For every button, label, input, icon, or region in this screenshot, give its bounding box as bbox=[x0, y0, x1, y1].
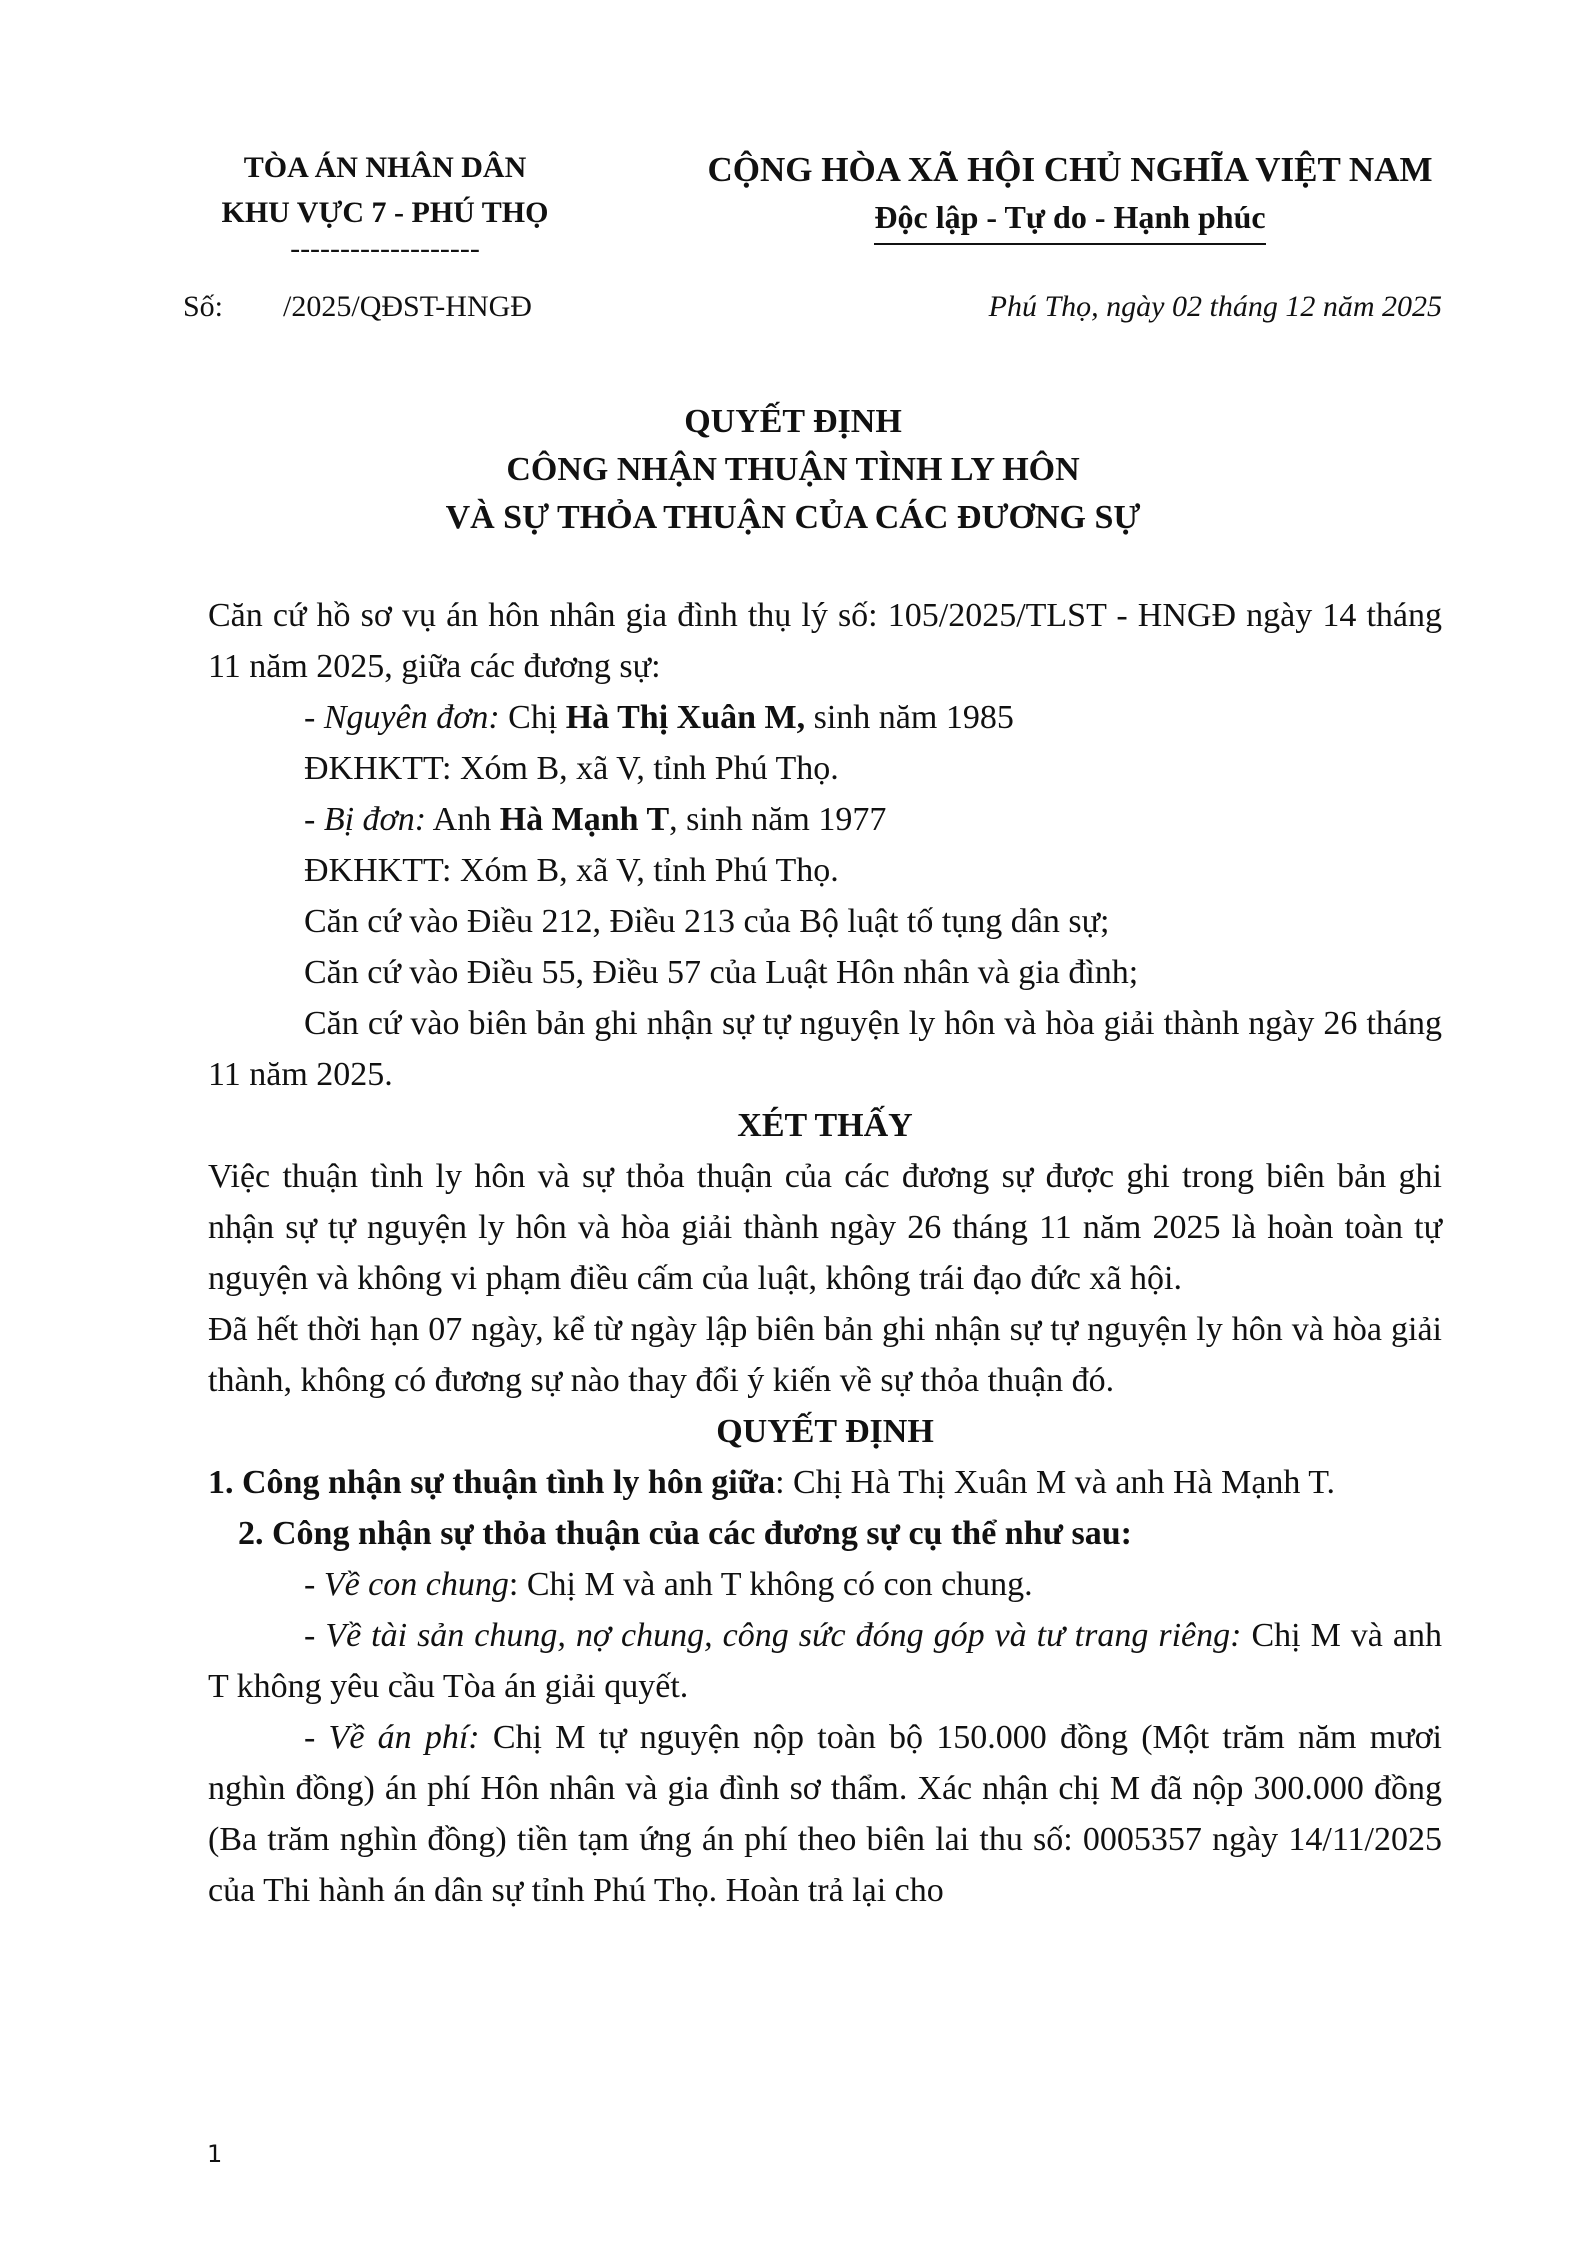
court-name-block bbox=[170, 145, 600, 263]
findings-paragraph-1: Việc thuận tình ly hôn và sự thỏa thuận của các đương sự được ghi trong biên bản ghi nhận sự tự nguyện ly hôn và hòa giải thành ngày 26 tháng 11 năm 2025 là hoàn toàn tự nguyện và không vi phạm điều cấm của luật, không trái đạo đức xã hội. bbox=[208, 1158, 1442, 1297]
document-number bbox=[183, 290, 532, 324]
defendant-name: Hà Mạnh T bbox=[499, 801, 670, 838]
case-file-basis: Căn cứ hồ sơ vụ án hôn nhân gia đình thụ lý số: 105/2025/TLST - HNGĐ ngày 14 tháng 11 năm 2025, giữa các đương sự: bbox=[208, 597, 1442, 685]
court-area: KHU VỰC 7 - PHÚ THỌ bbox=[221, 196, 549, 229]
legal-basis-3: Căn cứ vào biên bản ghi nhận sự tự nguyện ly hôn và hòa giải thành ngày 26 tháng 11 năm 2025. bbox=[208, 1005, 1442, 1093]
decision-item-1: 1. Công nhận sự thuận tình ly hôn giữa: Chị Hà Thị Xuân M và anh Hà Mạnh T. bbox=[208, 1464, 1336, 1501]
legal-basis-1: Căn cứ vào Điều 212, Điều 213 của Bộ luật tố tụng dân sự; bbox=[304, 903, 1110, 940]
document-title bbox=[0, 398, 1586, 542]
national-motto: Độc lập - Tự do - Hạnh phúc bbox=[874, 195, 1265, 245]
defendant-line: - Bị đơn: Anh Hà Mạnh T, sinh năm 1977 bbox=[304, 801, 887, 838]
court-fee-clause: - Về án phí: Chị M tự nguyện nộp toàn bộ 150.000 đồng (Một trăm năm mươi nghìn đồng) án phí Hôn nhân và gia đình sơ thẩm. Xác nhận chị M đã nộp 300.000 đồng (Ba trăm nghìn đồng) tiền tạm ứng án phí theo biên lai thu số: 0005357 ngày 14/11/2025 của Thi hành án dân sự tỉnh Phú Thọ. Hoàn trả lại cho bbox=[208, 1719, 1443, 1909]
plaintiff-address: ĐKHKTT: Xóm B, xã V, tỉnh Phú Thọ. bbox=[304, 750, 839, 787]
country-name: CỘNG HÒA XÃ HỘI CHỦ NGHĨA VIỆT NAM bbox=[707, 150, 1433, 189]
title-line-2: CÔNG NHẬN THUẬN TÌNH LY HÔN bbox=[506, 451, 1080, 488]
legal-basis-2: Căn cứ vào Điều 55, Điều 57 của Luật Hôn nhân và gia đình; bbox=[304, 954, 1139, 991]
findings-paragraph-2: Đã hết thời hạn 07 ngày, kể từ ngày lập biên bản ghi nhận sự tự nguyện ly hôn và hòa giải thành, không có đương sự nào thay đổi ý kiến về sự thỏa thuận đó. bbox=[208, 1311, 1442, 1399]
title-line-3: VÀ SỰ THỎA THUẬN CỦA CÁC ĐƯƠNG SỰ bbox=[445, 499, 1141, 536]
findings-heading: XÉT THẤY bbox=[737, 1107, 913, 1144]
decision-heading: QUYẾT ĐỊNH bbox=[716, 1413, 934, 1450]
title-line-1: QUYẾT ĐỊNH bbox=[684, 403, 902, 440]
document-body bbox=[208, 590, 1442, 1916]
defendant-role: Bị đơn: bbox=[323, 801, 427, 838]
number-value: /2025/QĐST-HNGĐ bbox=[283, 290, 532, 323]
page-number: 1 bbox=[207, 2140, 223, 2168]
property-clause: - Về tài sản chung, nợ chung, công sức đóng góp và tư trang riêng: Chị M và anh T không yêu cầu Tòa án giải quyết. bbox=[208, 1617, 1442, 1705]
plaintiff-role: Nguyên đơn: bbox=[323, 699, 500, 736]
defendant-address: ĐKHKTT: Xóm B, xã V, tỉnh Phú Thọ. bbox=[304, 852, 839, 889]
children-clause: - Về con chung: Chị M và anh T không có con chung. bbox=[304, 1566, 1033, 1603]
decision-item-2: 2. Công nhận sự thỏa thuận của các đương sự cụ thể như sau: bbox=[238, 1515, 1132, 1552]
court-separator: ------------------- bbox=[290, 232, 480, 265]
plaintiff-name: Hà Thị Xuân M, bbox=[565, 699, 806, 736]
number-label: Số: bbox=[183, 290, 224, 323]
issue-date: Phú Thọ, ngày 02 tháng 12 năm 2025 bbox=[988, 290, 1442, 323]
plaintiff-line: - Nguyên đơn: Chị Hà Thị Xuân M, sinh năm 1985 bbox=[304, 699, 1014, 736]
court-name: TÒA ÁN NHÂN DÂN bbox=[243, 151, 527, 184]
national-motto-block bbox=[690, 145, 1450, 245]
